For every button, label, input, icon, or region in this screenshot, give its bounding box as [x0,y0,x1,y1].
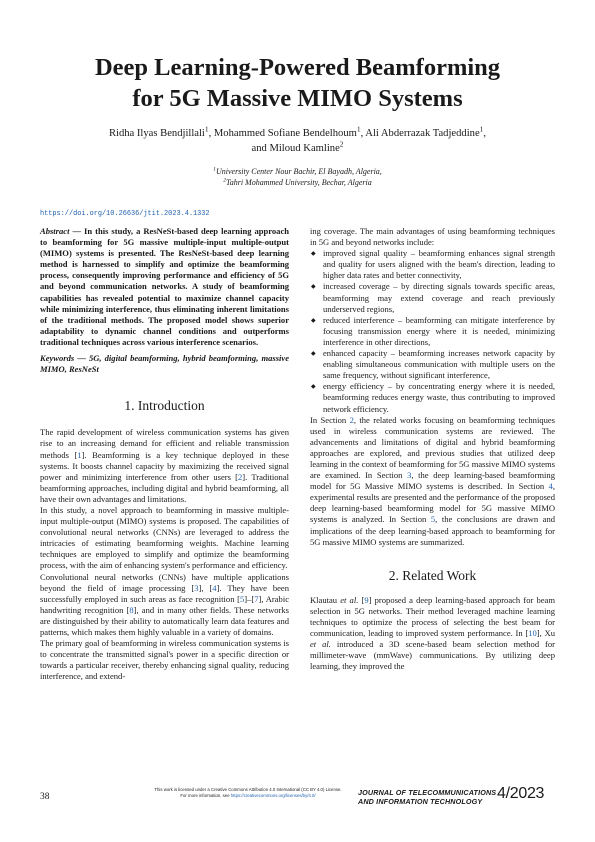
affiliation-2-text: Tahri Mohammed University, Bechar, Algeria [226,177,372,187]
author-1: Ridha Ilyas Bendjillali [108,128,205,139]
intro-paragraph-2: In this study, a novel approach to beamforming in massive multiple-input multiple-output (MIMO) systems is proposed. The capabilities of convolutional neural networks (CNNs) are leveraged to address the intricacies of estimating beamforming weights. Machine learning techniques are employed to simplify and optimize the beamforming process, with the aim of enhancing system's performance and efficiency. [40,504,289,571]
license-link[interactable]: https://creativecommons.org/licenses/by/4.0/ [230,793,316,798]
list-item: ◆ enhanced capacity – beamforming increases network capacity by enabling simultaneous communication with multiple users on the same frequency, without significant interference, [310,348,555,381]
text: et al. [340,594,359,605]
keywords [40,353,289,375]
citation-link[interactable]: 5 [240,593,245,604]
issue-number: 4/2023 [497,785,545,802]
affiliation-2 [40,178,555,189]
intro-paragraph-4: The primary goal of beamforming in wireless communication systems is to concentrate the transmitted signal's power in a specific direction or towards a particular receiver, thereby enhancing signal quality, reducing interference, and extend- [40,638,289,682]
text: ], Arabic handwriting recognition [ [40,593,290,615]
list-item: ◆ improved signal quality – beamforming enhances signal strength and quality for users aligned with the beam's direction, leading to higher data rates and better connectivity, [310,248,555,281]
list-item: ◆ energy efficiency – by concentrating energy where it is needed, beamforming reduces energy waste, thus contributing to improved network efficiency. [310,381,555,414]
intro-paragraph-3 [40,572,289,639]
section-link[interactable]: 2 [349,414,354,425]
journal-line-2: AND INFORMATION TECHNOLOGY [358,797,483,806]
list-item: ◆ increased coverage – by directing signals towards specific areas, beamforming may extend coverage and reach previously underserved regions, [310,281,555,314]
advantages-list [310,248,555,414]
citation-link[interactable]: 8 [129,604,134,615]
text: ], and in many other fields. These networks are distinguished by their ability to automatically learn data features and patterns, which makes them highly valuable in a variety of domains. [40,604,289,637]
citation-link[interactable]: 4 [212,582,217,593]
author-sep: , [483,128,487,139]
author-2: , Mohammed Sofiane Bendelhoum [208,128,357,139]
text: , the related works focusing on beamforming techniques used in wireless communication systems are reviewed. The advancements and limitations of digital and hybrid beamforming approaches are explored, and previous studies that utilized deep learning in the context of beamforming for 5G massive MIMO systems are examined. In Section [310,414,555,481]
citation-link[interactable]: 7 [254,593,259,604]
abstract-text: — In this study, a ResNeSt-based deep learning approach to beamforming for 5G massive multiple-input multiple-output (MIMO) systems is presented. The ResNeSt-based deep learning method is harnessed to simplify and optimize the beamforming process, consequently improving performance and efficiency of 5G and beyond communication networks. A study of beamforming capabilities has revealed potential to maximize channel capacity while minimizing interference, thus eliminating inherent limitations of the traditional methods. The proposed model shows superior adaptability to dynamic channel conditions and outperforms traditional techniques across various interference scenarios. [40,226,289,347]
section-link[interactable]: 5 [430,514,436,525]
text: ]–[ [244,593,255,604]
affiliation-1 [40,167,555,178]
text: In Section [310,414,350,425]
related-work-paragraph [310,595,555,673]
abstract-label: Abstract [40,226,70,236]
license-notice [148,787,348,799]
journal-line-1: JOURNAL OF TELECOMMUNICATIONS [358,788,497,797]
section-heading-related-work: 2. Related Work [388,567,477,583]
author-3: , Ali Abderrazak Tadjeddine [360,128,480,139]
list-item: ◆ reduced interference – beamforming can mitigate interference by focusing transmission energy where it is needed, minimizing interference in other directions, [310,315,555,348]
text: , the deep learning-based beamforming model for 5G Massive MIMO systems is described. In Section [310,470,555,492]
page-number: 38 [40,792,50,802]
text: ], [ [198,582,213,593]
author-list [40,126,555,156]
affiliation-1-mark: 1 [213,166,216,173]
paper-title [0,52,595,114]
section-heading-introduction: 1. Introduction [124,398,205,414]
left-column [40,226,289,682]
text: Convolutional neural networks (CNNs) have multiple applications beyond the field of image processing [ [40,571,289,593]
text: ]. Traditional beamforming approaches, including digital and hybrid beamforming, all have their own advantages and limitations. [40,471,289,504]
text: , the conclusions are drawn and implications of the deep learning-based approach to beamforming for 5G massive MIMO systems are summarized. [310,514,556,547]
text: Klautau [310,594,341,605]
text: , experimental results are presented and the performance of the proposed deep learning-based beamforming model for 5G massive MIMO systems is analyzed. In Section [310,481,555,525]
author-4: and Miloud Kamline [251,143,340,154]
citation-link[interactable]: 10 [528,628,537,639]
citation-link[interactable]: 3 [194,582,199,593]
citation-link[interactable]: 2 [238,471,243,482]
affiliations [40,167,555,188]
journal-name [358,788,496,806]
text: [ [358,594,365,605]
author-3-affil: 1 [479,124,484,134]
citation-link[interactable]: 9 [364,594,369,605]
section-link[interactable]: 4 [548,481,553,492]
keywords-text: — 5G, digital beamforming, hybrid beamforming, massive MIMO, ResNeSt [40,353,289,375]
text: For more information, see [180,793,231,798]
title-line-1: Deep Learning-Powered Beamforming [94,54,501,81]
keywords-label: Keywords [40,353,75,364]
right-column [310,226,555,672]
outline-paragraph [310,415,555,548]
intro-continuation: ing coverage. The main advantages of using beamforming techniques in 5G and beyond networks include: [310,226,555,248]
author-2-affil: 1 [356,124,361,134]
text: ], Xu [536,628,555,639]
license-line-1: This work is licensed under a Creative Commons Attribution 4.0 International (CC BY 4.0) License. [154,787,342,792]
license-line-2 [148,793,348,799]
section-link[interactable]: 3 [407,470,412,481]
text: ]. They have been successfully employed in such areas as face recognition [ [40,582,289,604]
text: ] proposed a deep learning-based approach for beam selection in 5G networks. Their method leveraged machine learning techniques to optimize the process of selecting the best beam for communication, leading to improved system performance. In [ [310,594,555,639]
affiliation-1-text: University Center Nour Bachir, El Bayadh, Algeria, [215,167,382,176]
citation-link[interactable]: 1 [77,449,82,460]
author-4-affil: 2 [339,139,344,149]
author-1-affil: 1 [204,124,209,134]
text: introduced a 3D scene-based beam selection method for millimeter-wave (mmWave) communications. By utilizing deep learning, they improved the [310,639,555,672]
abstract [40,226,289,348]
text: et al. [310,639,331,650]
intro-paragraph-1 [40,427,289,505]
title-line-2: for 5G Massive MIMO Systems [132,85,463,112]
doi-link[interactable]: https://doi.org/10.26636/jtit.2023.4.1332 [40,210,210,218]
affiliation-2-mark: 2 [223,176,226,183]
text: ]. Beamforming is a key technique deployed in these systems. It boosts channel capacity by maximizing the received signal power and minimizing interference from other users [ [40,449,289,482]
text: The rapid development of wireless communication systems has given rise to an increasing demand for efficient and reliable transmission methods [ [40,427,289,460]
